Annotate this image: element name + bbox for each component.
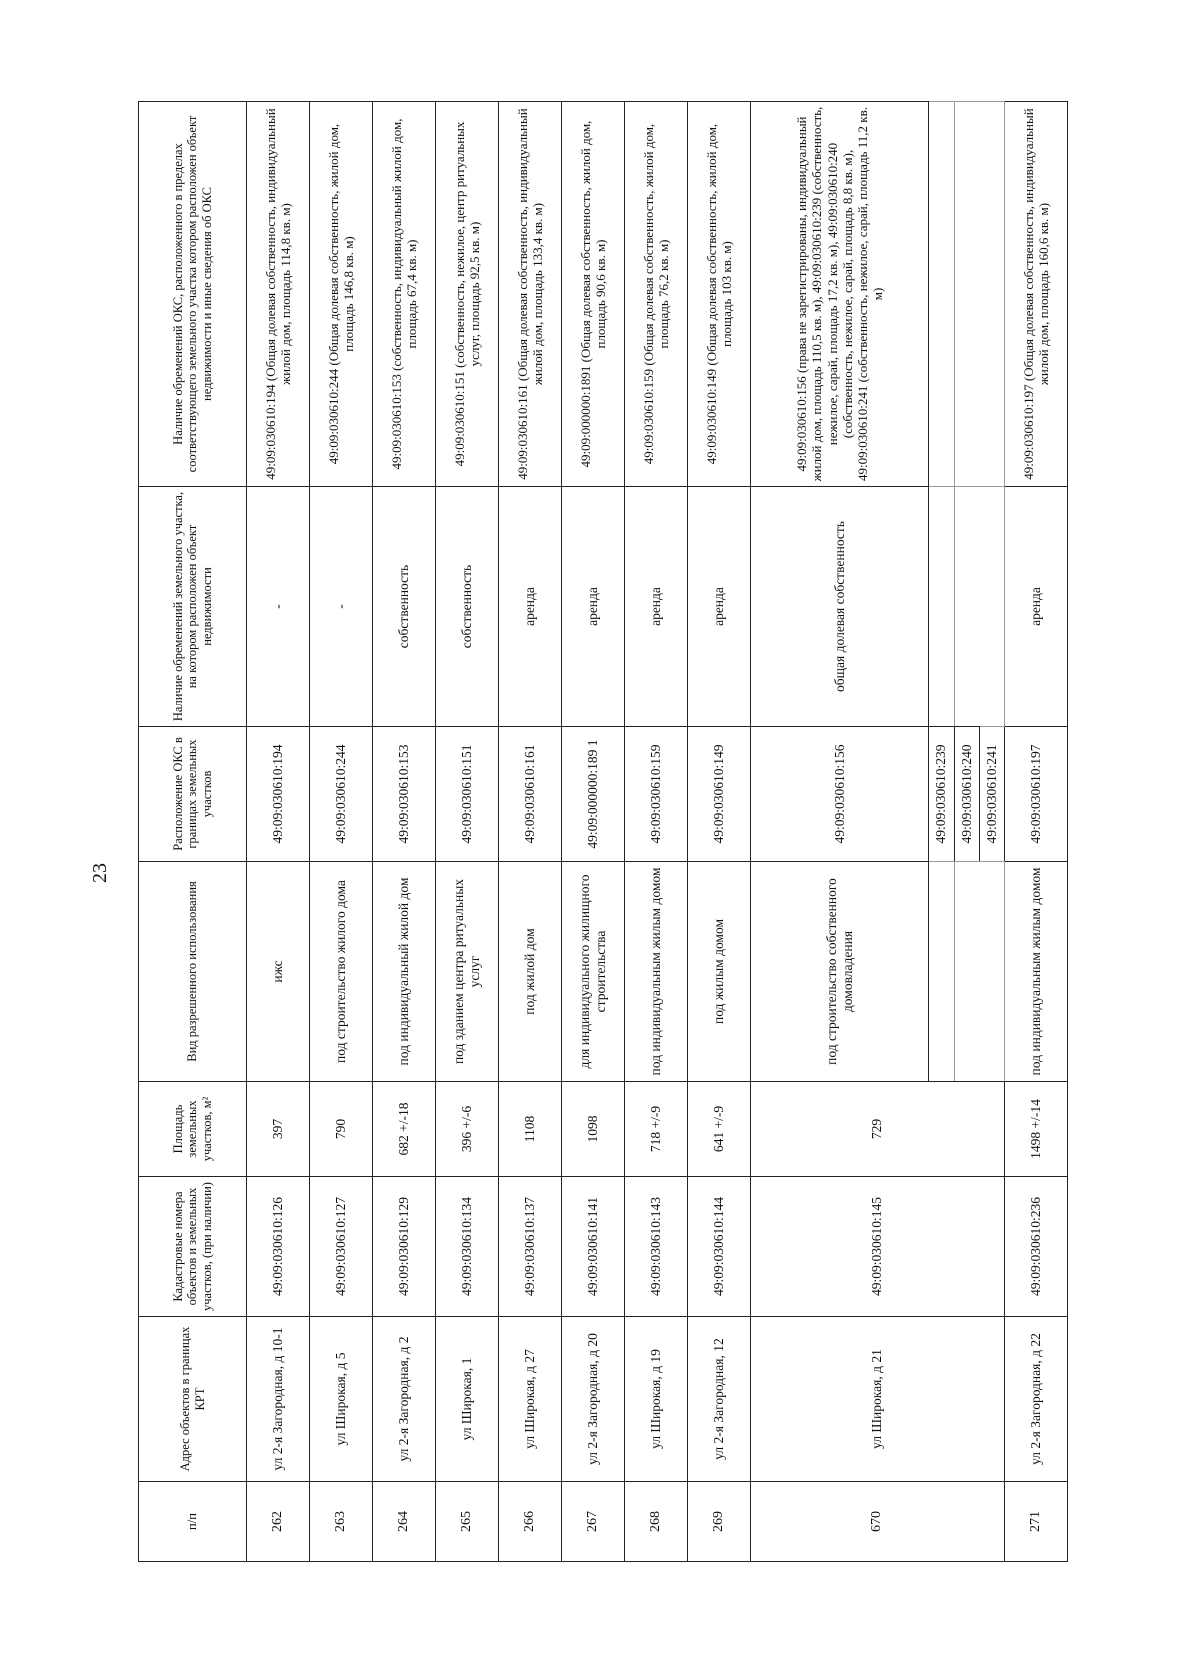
- cell-address: ул Широкая, д 5: [309, 1317, 372, 1482]
- header-area: Площадь земельных участков, м²: [139, 1082, 247, 1177]
- cell-area: 1498 +/-14: [1004, 1082, 1067, 1177]
- cell-cadastral: 49:09:030610:127: [309, 1177, 372, 1317]
- cell-cadastral: 49:09:030610:145: [750, 1177, 1004, 1317]
- cell-oks-encumbrance: 49:09:000000:1891 (Общая долевая собственность, жилой дом, площадь 90,6 кв. м): [561, 102, 624, 487]
- header-usage: Вид разрешенного использования: [139, 862, 247, 1082]
- table-row: [687, 102, 750, 1562]
- cell-oks-location: 49:09:030610:197: [1004, 727, 1067, 862]
- cell-address: ул 2-я Загородная, д 20: [561, 1317, 624, 1482]
- table-row: [561, 102, 624, 1562]
- cell-number: 670: [750, 1482, 1004, 1562]
- cell-usage: ижс: [247, 862, 310, 1082]
- cell-land-encumbrance: аренда: [561, 487, 624, 727]
- cell-land-encumbrance: -: [309, 487, 372, 727]
- cell-cadastral: 49:09:030610:143: [624, 1177, 687, 1317]
- cell-usage: под индивидуальный жилой дом: [372, 862, 435, 1082]
- cell-oks-location: 49:09:030610:161: [498, 727, 561, 862]
- cell-usage-empty: [954, 862, 1004, 1082]
- cell-land-encumbrance: аренда: [1004, 487, 1067, 727]
- header-land-encumbrance: Наличие обременений земельного участка, на котором расположен объект недвижимости: [139, 487, 247, 727]
- cell-usage: под зданием центра ритуальных услуг: [435, 862, 498, 1082]
- cell-cadastral: 49:09:030610:236: [1004, 1177, 1067, 1317]
- cell-number: 267: [561, 1482, 624, 1562]
- cell-address: ул Широкая, 1: [435, 1317, 498, 1482]
- cell-usage: под строительство жилого дома: [309, 862, 372, 1082]
- cell-number: 271: [1004, 1482, 1067, 1562]
- cell-land-encumbrance-empty: [954, 487, 1004, 727]
- cell-address: ул Широкая, д 21: [750, 1317, 1004, 1482]
- cell-number: 266: [498, 1482, 561, 1562]
- cell-address: ул 2-я Загородная, 12: [687, 1317, 750, 1482]
- cell-oks-location: 49:09:030610:153: [372, 727, 435, 862]
- cell-oks-location: 49:09:030610:241: [979, 727, 1004, 862]
- cell-area: 729: [750, 1082, 1004, 1177]
- cell-oks-encumbrance: 49:09:030610:156 (права не зарегистрированы, индивидуальный жилой дом, площадь 110,5 кв. м), 49:09:030610:239 (собственность, нежилое, сарай, площадь 17,2 кв. м), 49:09:030610:240 (собственность, нежилое, сарай, площадь 8,8 кв. м), 49:09:030610:241 (собственность, нежилое, сарай, площадь 11,2 кв. м): [750, 102, 928, 487]
- header-oks-encumbrance: Наличие обременений ОКС, расположенного в пределах соответствующего земельного участка котором расположен объект недвижимости и иные сведения об ОКС: [139, 102, 247, 487]
- cell-usage: под индивидуальным жилым домом: [1004, 862, 1067, 1082]
- cell-land-encumbrance: аренда: [687, 487, 750, 727]
- cell-land-encumbrance: аренда: [498, 487, 561, 727]
- real-estate-table: [138, 101, 1068, 1562]
- table-row: [624, 102, 687, 1562]
- cell-oks-location: 49:09:030610:151: [435, 727, 498, 862]
- cell-address: ул 2-я Загородная, д 10-1: [247, 1317, 310, 1482]
- header-oks-location: Расположение ОКС в границах земельных участков: [139, 727, 247, 862]
- cell-usage: для индивидуального жилищного строительства: [561, 862, 624, 1082]
- cell-land-encumbrance-empty: [929, 487, 954, 727]
- cell-number: 264: [372, 1482, 435, 1562]
- cell-area: 397: [247, 1082, 310, 1177]
- cell-address: ул 2-я Загородная, д 2: [372, 1317, 435, 1482]
- cell-cadastral: 49:09:030610:137: [498, 1177, 561, 1317]
- cell-area: 718 +/-9: [624, 1082, 687, 1177]
- table-row: [372, 102, 435, 1562]
- header-row: [139, 102, 247, 1562]
- cell-usage: под строительство собственного домовладения: [750, 862, 928, 1082]
- header-cadastral: Кадастровые номера объектов и земельных участков, (при наличии): [139, 1177, 247, 1317]
- cell-oks-location: 49:09:030610:240: [954, 727, 979, 862]
- cell-address: ул 2-я Загородная, д 22: [1004, 1317, 1067, 1482]
- cell-oks-location: 49:09:030610:149: [687, 727, 750, 862]
- cell-oks-encumbrance: 49:09:030610:197 (Общая долевая собственность, индивидуальный жилой дом, площадь 160,6 кв. м): [1004, 102, 1067, 487]
- rotated-page-content: [138, 102, 1068, 1562]
- cell-oks-location: 49:09:030610:244: [309, 727, 372, 862]
- cell-number: 268: [624, 1482, 687, 1562]
- cell-usage: под жилой дом: [498, 862, 561, 1082]
- cell-address: ул Широкая, д 27: [498, 1317, 561, 1482]
- cell-cadastral: 49:09:030610:126: [247, 1177, 310, 1317]
- cell-oks-encumbrance: 49:09:030610:244 (Общая долевая собственность, жилой дом, площадь 146,8 кв. м): [309, 102, 372, 487]
- cell-oks-encumbrance: 49:09:030610:149 (Общая долевая собственность, жилой дом, площадь 103 кв. м): [687, 102, 750, 487]
- table-row: [750, 102, 928, 1562]
- cell-oks-encumbrance: 49:09:030610:194 (Общая долевая собственность, индивидуальный жилой дом, площадь 114,8 кв. м): [247, 102, 310, 487]
- cell-cadastral: 49:09:030610:134: [435, 1177, 498, 1317]
- cell-usage: под индивидуальным жилым домом: [624, 862, 687, 1082]
- cell-land-encumbrance: аренда: [624, 487, 687, 727]
- cell-oks-encumbrance-empty: [954, 102, 1004, 487]
- cell-number: 262: [247, 1482, 310, 1562]
- cell-land-encumbrance: собственность: [435, 487, 498, 727]
- cell-area: 1098: [561, 1082, 624, 1177]
- cell-cadastral: 49:09:030610:144: [687, 1177, 750, 1317]
- cell-number: 263: [309, 1482, 372, 1562]
- cell-oks-encumbrance: 49:09:030610:161 (Общая долевая собственность, индивидуальный жилой дом, площадь 133,4 кв. м): [498, 102, 561, 487]
- cell-area: 641 +/-9: [687, 1082, 750, 1177]
- cell-oks-encumbrance: 49:09:030610:151 (собственность, нежилое, центр ритуальных услуг, площадь 92,5 кв. м): [435, 102, 498, 487]
- cell-oks-location: 49:09:030610:159: [624, 727, 687, 862]
- cell-usage: под жилым домом: [687, 862, 750, 1082]
- cell-cadastral: 49:09:030610:129: [372, 1177, 435, 1317]
- cell-area: 1108: [498, 1082, 561, 1177]
- cell-oks-encumbrance: 49:09:030610:153 (собственность, индивидуальный жилой дом, площадь 67,4 кв. м): [372, 102, 435, 487]
- cell-land-encumbrance: общая долевая собственность: [750, 487, 928, 727]
- table-row: [1004, 102, 1067, 1562]
- cell-oks-location: 49:09:000000:189 1: [561, 727, 624, 862]
- cell-cadastral: 49:09:030610:141: [561, 1177, 624, 1317]
- cell-land-encumbrance: -: [247, 487, 310, 727]
- header-address: Адрес объектов в границах КРТ: [139, 1317, 247, 1482]
- table-row: [309, 102, 372, 1562]
- cell-area: 682 +/-18: [372, 1082, 435, 1177]
- cell-address: ул Широкая, д 19: [624, 1317, 687, 1482]
- cell-oks-location: 49:09:030610:239: [929, 727, 954, 862]
- cell-oks-location: 49:09:030610:194: [247, 727, 310, 862]
- cell-oks-encumbrance-empty: [929, 102, 954, 487]
- cell-area: 790: [309, 1082, 372, 1177]
- page-number: 23: [89, 863, 111, 883]
- cell-oks-location: 49:09:030610:156: [750, 727, 928, 862]
- table-row: [435, 102, 498, 1562]
- table-row: [498, 102, 561, 1562]
- cell-number: 265: [435, 1482, 498, 1562]
- cell-area: 396 +/-6: [435, 1082, 498, 1177]
- cell-usage-empty: [929, 862, 954, 1082]
- cell-number: 269: [687, 1482, 750, 1562]
- cell-oks-encumbrance: 49:09:030610:159 (Общая долевая собственность, жилой дом, площадь 76,2 кв. м): [624, 102, 687, 487]
- cell-land-encumbrance: собственность: [372, 487, 435, 727]
- header-number: п/п: [139, 1482, 247, 1562]
- table-row: [247, 102, 310, 1562]
